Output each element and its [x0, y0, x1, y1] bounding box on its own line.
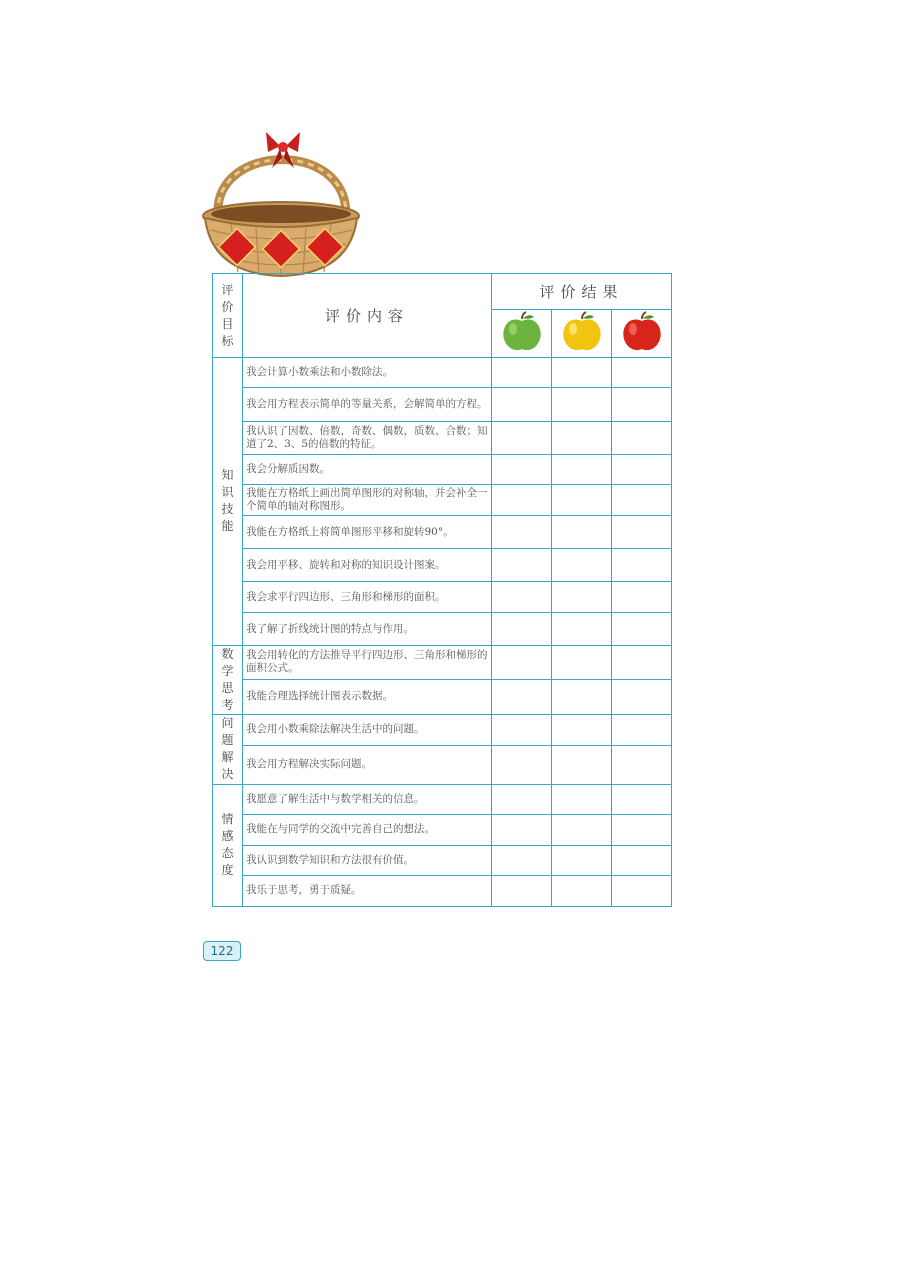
yellow-rating-cell[interactable] — [552, 613, 612, 645]
yellow-rating-cell[interactable] — [552, 845, 612, 875]
red-rating-cell[interactable] — [612, 845, 672, 875]
yellow-rating-cell[interactable] — [552, 455, 612, 485]
green-rating-cell[interactable] — [492, 516, 552, 549]
yellow-rating-cell[interactable] — [552, 745, 612, 784]
green-rating-cell[interactable] — [492, 455, 552, 485]
basket-label-badges — [219, 229, 344, 268]
yellow-rating-cell[interactable] — [552, 516, 612, 549]
red-rating-cell[interactable] — [612, 645, 672, 680]
table-row — [213, 485, 672, 516]
red-rating-cell[interactable] — [612, 485, 672, 516]
green-rating-cell[interactable] — [492, 745, 552, 784]
evaluation-item: 我愿意了解生活中与数学相关的信息。 — [243, 784, 492, 814]
table-row — [213, 875, 672, 906]
green-rating-cell[interactable] — [492, 613, 552, 645]
yellow-apple-icon — [560, 311, 604, 353]
yellow-apple-cell — [552, 310, 612, 358]
red-rating-cell[interactable] — [612, 422, 672, 455]
green-rating-cell[interactable] — [492, 358, 552, 388]
yellow-rating-cell[interactable] — [552, 358, 612, 388]
green-rating-cell[interactable] — [492, 714, 552, 745]
evaluation-item: 我会用平移、旋转和对称的知识设计图案。 — [243, 549, 492, 582]
evaluation-item: 我了解了折线统计图的特点与作用。 — [243, 613, 492, 645]
green-rating-cell[interactable] — [492, 814, 552, 845]
red-apple-icon — [620, 311, 664, 353]
green-rating-cell[interactable] — [492, 485, 552, 516]
header-content: 评价内容 — [243, 274, 492, 358]
yellow-rating-cell[interactable] — [552, 422, 612, 455]
table-row — [213, 784, 672, 814]
evaluation-item: 我会计算小数乘法和小数除法。 — [243, 358, 492, 388]
page-number: 122 — [203, 941, 241, 961]
table-row — [213, 422, 672, 455]
green-rating-cell[interactable] — [492, 582, 552, 613]
category-label: 知识技能 — [221, 468, 234, 534]
yellow-rating-cell[interactable] — [552, 784, 612, 814]
harvest-basket-image — [196, 124, 366, 279]
evaluation-item: 我能在方格纸上画出简单图形的对称轴，并会补全一个简单的轴对称图形。 — [243, 485, 492, 516]
green-rating-cell[interactable] — [492, 549, 552, 582]
header-target: 评价目标 — [213, 274, 243, 358]
yellow-rating-cell[interactable] — [552, 388, 612, 422]
category-cell — [213, 714, 243, 784]
green-rating-cell[interactable] — [492, 875, 552, 906]
red-rating-cell[interactable] — [612, 875, 672, 906]
evaluation-item: 我会用方程表示简单的等量关系，会解简单的方程。 — [243, 388, 492, 422]
category-label: 数学思考 — [221, 646, 234, 712]
red-rating-cell[interactable] — [612, 455, 672, 485]
red-rating-cell[interactable] — [612, 745, 672, 784]
table-row — [213, 814, 672, 845]
category-label: 问题解决 — [221, 716, 234, 782]
green-apple-cell — [492, 310, 552, 358]
red-rating-cell[interactable] — [612, 516, 672, 549]
yellow-rating-cell[interactable] — [552, 814, 612, 845]
evaluation-item: 我认识到数学知识和方法很有价值。 — [243, 845, 492, 875]
table-row — [213, 358, 672, 388]
table-row — [213, 388, 672, 422]
table-row — [213, 645, 672, 680]
red-rating-cell[interactable] — [612, 680, 672, 715]
evaluation-item: 我会分解质因数。 — [243, 455, 492, 485]
red-rating-cell[interactable] — [612, 714, 672, 745]
yellow-rating-cell[interactable] — [552, 582, 612, 613]
table-row — [213, 516, 672, 549]
red-rating-cell[interactable] — [612, 358, 672, 388]
category-cell — [213, 645, 243, 714]
green-rating-cell[interactable] — [492, 388, 552, 422]
red-rating-cell[interactable] — [612, 549, 672, 582]
red-rating-cell[interactable] — [612, 613, 672, 645]
yellow-rating-cell[interactable] — [552, 875, 612, 906]
table-row — [213, 582, 672, 613]
evaluation-item: 我认识了因数、倍数，奇数、偶数，质数、合数；知道了2、3、5的倍数的特征。 — [243, 422, 492, 455]
evaluation-item: 我会用转化的方法推导平行四边形、三角形和梯形的面积公式。 — [243, 645, 492, 680]
evaluation-item: 我会求平行四边形、三角形和梯形的面积。 — [243, 582, 492, 613]
yellow-rating-cell[interactable] — [552, 485, 612, 516]
evaluation-item: 我能在与同学的交流中完善自己的想法。 — [243, 814, 492, 845]
red-rating-cell[interactable] — [612, 814, 672, 845]
evaluation-table — [212, 273, 672, 907]
yellow-rating-cell[interactable] — [552, 680, 612, 715]
green-rating-cell[interactable] — [492, 680, 552, 715]
table-row — [213, 549, 672, 582]
evaluation-item: 我会用方程解决实际问题。 — [243, 745, 492, 784]
category-label: 情感态度 — [221, 812, 234, 878]
green-rating-cell[interactable] — [492, 845, 552, 875]
green-rating-cell[interactable] — [492, 645, 552, 680]
table-row — [213, 680, 672, 715]
yellow-rating-cell[interactable] — [552, 645, 612, 680]
red-rating-cell[interactable] — [612, 582, 672, 613]
evaluation-item: 我能合理选择统计图表示数据。 — [243, 680, 492, 715]
table-row — [213, 714, 672, 745]
table-row — [213, 745, 672, 784]
green-rating-cell[interactable] — [492, 784, 552, 814]
evaluation-item: 我能在方格纸上将简单图形平移和旋转90°。 — [243, 516, 492, 549]
header-result: 评价结果 — [492, 274, 672, 310]
yellow-rating-cell[interactable] — [552, 714, 612, 745]
red-rating-cell[interactable] — [612, 388, 672, 422]
green-rating-cell[interactable] — [492, 422, 552, 455]
evaluation-item: 我会用小数乘除法解决生活中的问题。 — [243, 714, 492, 745]
table-row — [213, 613, 672, 645]
category-cell — [213, 358, 243, 645]
green-apple-icon — [500, 311, 544, 353]
category-cell — [213, 784, 243, 906]
red-apple-cell — [612, 310, 672, 358]
red-rating-cell[interactable] — [612, 784, 672, 814]
yellow-rating-cell[interactable] — [552, 549, 612, 582]
table-row — [213, 845, 672, 875]
table-row — [213, 455, 672, 485]
evaluation-item: 我乐于思考，勇于质疑。 — [243, 875, 492, 906]
